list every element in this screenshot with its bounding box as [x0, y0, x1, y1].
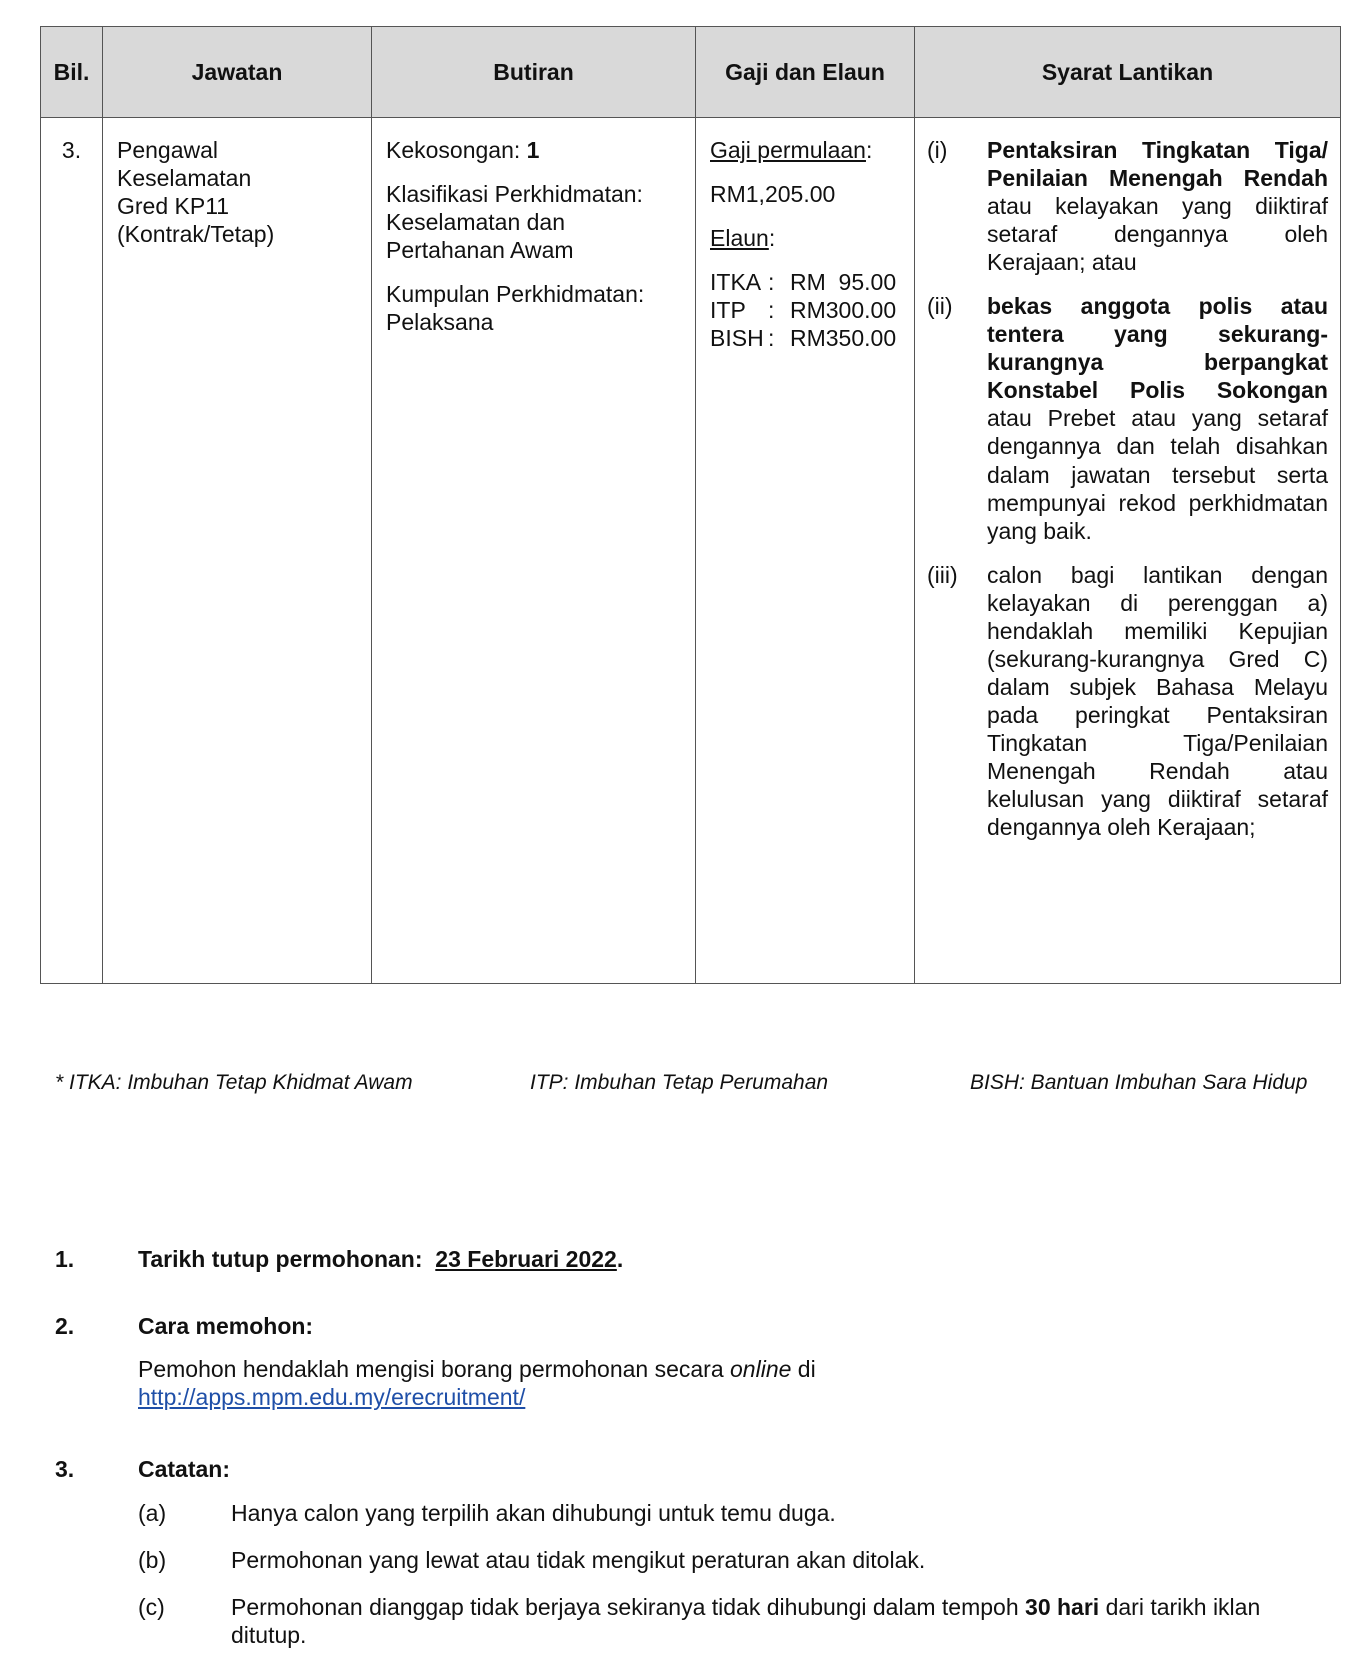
kekosongan-label: Kekosongan: — [386, 137, 527, 163]
requirement-number: (iii) — [927, 561, 958, 588]
note-letter: (c) — [138, 1594, 165, 1620]
header-gaji: Gaji dan Elaun — [696, 27, 915, 118]
header-butiran: Butiran — [372, 27, 696, 118]
allowance-code: BISH — [710, 325, 764, 352]
note-text-part: Permohonan dianggap tidak berjaya sekiranya tidak dihubungi dalam tempoh — [231, 1594, 1026, 1620]
table-header-row — [41, 27, 1341, 118]
kekosongan — [386, 136, 681, 164]
requirement-rest: atau Prebet atau yang setaraf dengannya dan telah disahkan dalam jawatan tersebut serta mempunyai rekod perkhidmatan yang baik. — [987, 405, 1328, 544]
gaji-permulaan-value: RM1,205.00 — [710, 181, 836, 208]
jawatan-line: Pengawal — [117, 137, 219, 163]
allowance-code: ITP — [710, 297, 746, 324]
cell-syarat — [915, 118, 1341, 984]
requirement-item — [927, 561, 1328, 841]
closing-date-label: Tarikh tutup permohonan: — [138, 1246, 436, 1272]
klasifikasi-label: Klasifikasi Perkhidmatan: — [386, 181, 643, 208]
allowance-amount: RM350.00 — [790, 325, 897, 352]
kekosongan-value: 1 — [526, 137, 540, 163]
requirement-rest: calon bagi lantikan dengan kelayakan di perenggan a) hendaklah memiliki Kepujian (sekurang-kurangnya Gred C) dalam subjek Bahasa Melayu pada peringkat Pentaksiran Tingkatan Tiga/Penilaian Menengah Rendah atau kelulusan yang diiktiraf setaraf dengannya oleh Kerajaan; — [987, 561, 1328, 841]
note-item — [138, 1593, 1333, 1649]
allowance-amount: RM 95.00 — [790, 269, 897, 296]
requirement-bold: Pentaksiran Tingkatan Tiga/ Penilaian Menengah Rendah — [987, 137, 1328, 192]
section-number: 1. — [55, 1246, 75, 1272]
requirement-text — [987, 136, 1328, 276]
klasifikasi-value: Keselamatan dan — [386, 209, 566, 236]
requirement-item — [927, 292, 1328, 544]
note-text-bold: 30 hari — [1025, 1594, 1100, 1620]
requirement-text — [987, 292, 1328, 544]
gaji-permulaan — [710, 136, 900, 164]
kumpulan-label: Kumpulan Perkhidmatan: — [386, 281, 645, 308]
note-item — [138, 1546, 1333, 1574]
period: . — [616, 1246, 624, 1272]
allowance-row: BISH : RM350.00 — [710, 325, 897, 352]
section-heading: Cara memohon: — [138, 1313, 314, 1339]
note-letter: (a) — [138, 1500, 167, 1526]
elaun — [710, 224, 900, 252]
header-syarat: Syarat Lantikan — [915, 27, 1341, 118]
colon: : — [768, 225, 776, 252]
allowance-row: ITKA : RM 95.00 — [710, 269, 897, 296]
jawatan-line: (Kontrak/Tetap) — [117, 221, 275, 248]
kumpulan-value: Pelaksana — [386, 309, 494, 336]
section-number: 3. — [55, 1456, 75, 1482]
allowance-row: ITP : RM300.00 — [710, 297, 897, 324]
jawatan-line: Keselamatan — [117, 165, 252, 192]
table-row — [41, 118, 1341, 984]
cell-gaji — [696, 118, 915, 984]
requirement-text — [987, 561, 1328, 841]
apply-text-end: di — [791, 1356, 816, 1382]
note-item — [138, 1499, 1333, 1527]
cell-butiran — [372, 118, 696, 984]
header-jawatan: Jawatan — [103, 27, 372, 118]
allowance-amount: RM300.00 — [790, 297, 897, 324]
cell-bil — [41, 118, 103, 984]
note-text: Hanya calon yang terpilih akan dihubungi untuk temu duga. — [231, 1500, 836, 1526]
note-text: Permohonan yang lewat atau tidak mengikut peraturan akan ditolak. — [231, 1547, 926, 1573]
note-letter: (b) — [138, 1547, 167, 1573]
cell-jawatan — [103, 118, 372, 984]
erecruitment-link[interactable]: http://apps.mpm.edu.my/erecruitment/ — [138, 1384, 526, 1411]
footnote-itka: * ITKA: Imbuhan Tetap Khidmat Awam — [55, 1071, 413, 1094]
colon: : — [865, 137, 873, 163]
elaun-label: Elaun — [710, 225, 769, 252]
apply-text: Pemohon hendaklah mengisi borang permohonan secara — [138, 1356, 731, 1382]
note-text-part: dari tarikh iklan ditutup. — [231, 1594, 1261, 1649]
requirement-item — [927, 136, 1328, 276]
jawatan-line: Gred KP11 — [117, 193, 230, 220]
bil-value: 3. — [61, 137, 82, 163]
section-heading: Catatan: — [138, 1456, 231, 1482]
job-table — [40, 26, 1341, 984]
note-text — [231, 1593, 1333, 1649]
apply-text-italic: online — [730, 1356, 792, 1382]
footnote-itp: ITP: Imbuhan Tetap Perumahan — [530, 1071, 829, 1094]
requirement-number: (ii) — [927, 293, 953, 320]
header-bil: Bil. — [41, 27, 103, 118]
section-heading — [138, 1245, 623, 1273]
requirement-bold: bekas anggota polis atau tentera yang sekurang-kurangnya berpangkat Konstabel Polis Sokongan — [987, 293, 1328, 404]
how-to-apply-text — [138, 1355, 1328, 1411]
klasifikasi-value: Pertahanan Awam — [386, 237, 574, 264]
gaji-permulaan-label: Gaji permulaan — [710, 137, 866, 163]
allowance-code: ITKA — [710, 269, 762, 296]
section-number: 2. — [55, 1313, 75, 1339]
footnote-bish: BISH: Bantuan Imbuhan Sara Hidup — [970, 1071, 1308, 1094]
requirement-number: (i) — [927, 137, 948, 163]
closing-date: 23 Februari 2022 — [435, 1246, 617, 1272]
requirement-rest: atau kelayakan yang diiktiraf setaraf dengannya oleh Kerajaan; atau — [987, 193, 1328, 276]
